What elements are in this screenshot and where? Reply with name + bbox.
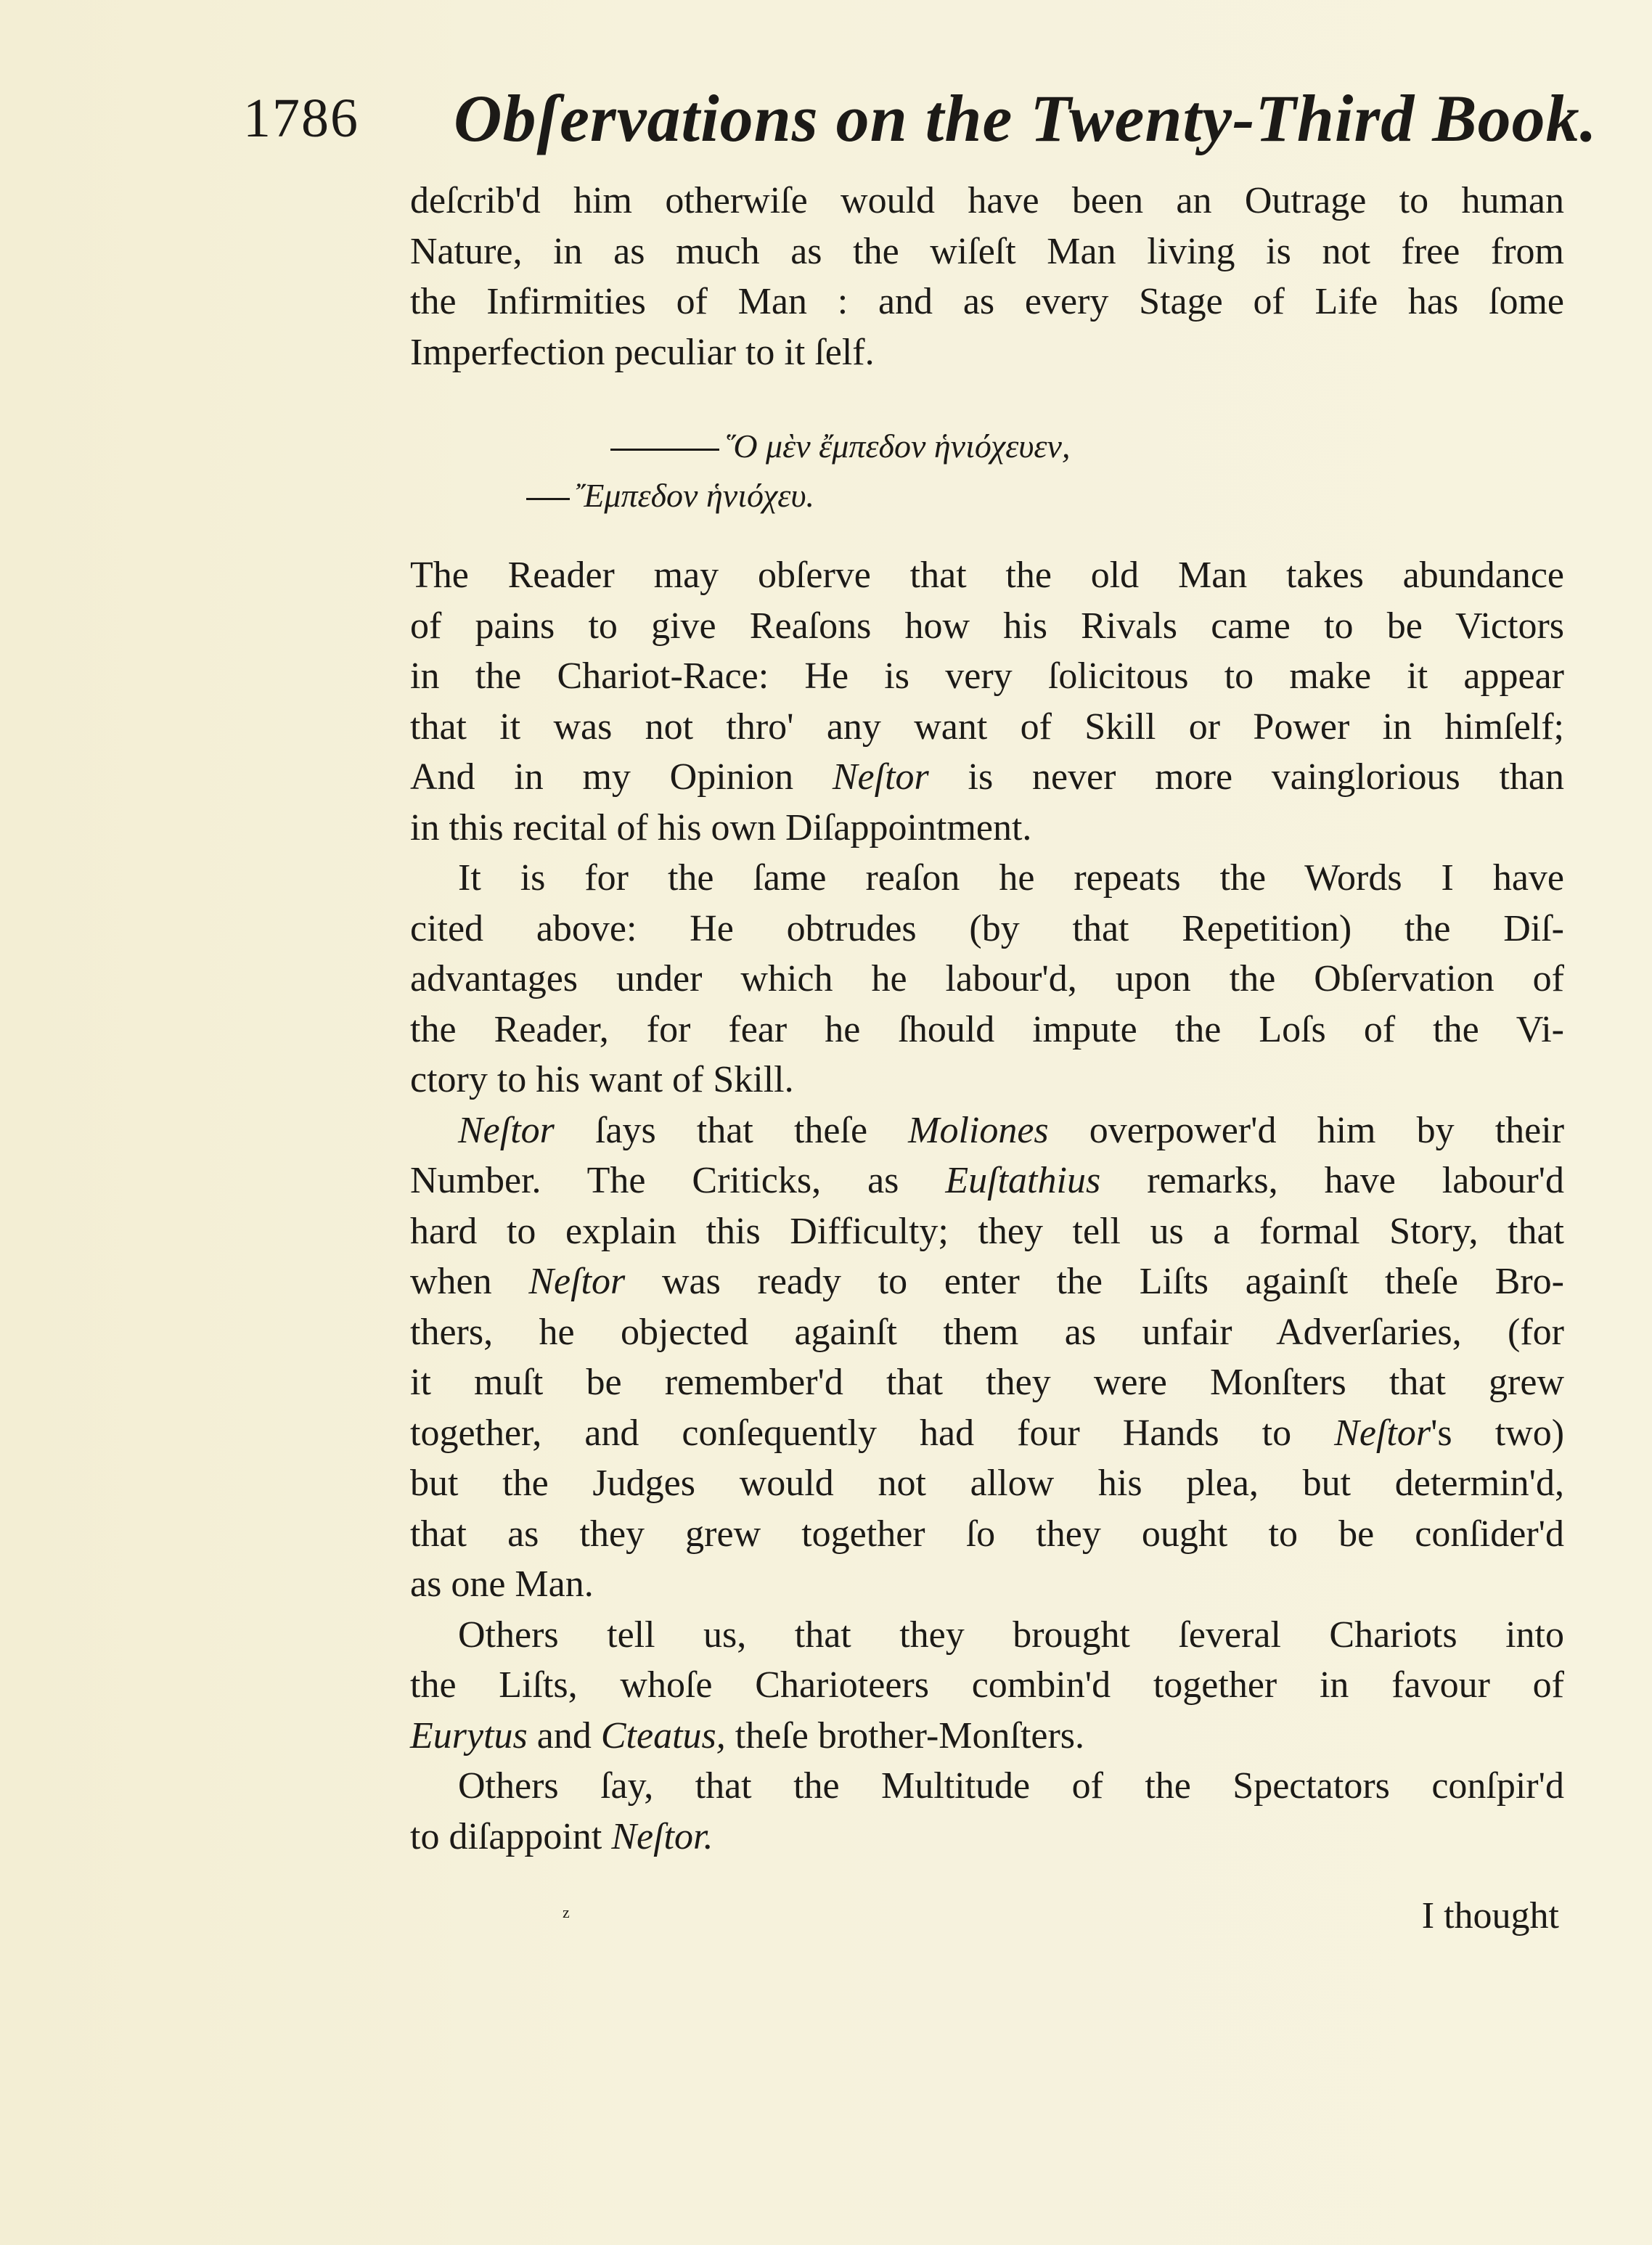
text-fragment: theſe brother-Monſters. [735,1714,1085,1757]
text-fragment: together, and conſequently had four Hands to [410,1412,1292,1454]
text-line: as one Man. [410,1563,594,1605]
text-fragment: remarks, have labour'd [1147,1160,1565,1201]
text-line: Imperfection peculiar to it ſelf. [410,331,875,373]
text-line [410,752,1564,803]
page-number: 1786 [243,88,359,149]
catchword: I thought [1421,1895,1559,1937]
text-fragment: is never more vainglorious than [968,756,1565,798]
text-line: hard to explain this Difficulty; they tell us a formal Story, that [410,1210,1564,1252]
proper-name: Neſtor [528,1261,626,1302]
signature-mark: z [563,1903,570,1921]
text-fragment: was ready to enter the Liſts againſt theſe Bro- [661,1261,1564,1302]
text-line [410,1408,1564,1459]
proper-name: Neſtor [832,756,929,798]
proper-name: Neſtor. [611,1815,713,1857]
text-line: that it was not thro' any want of Skill or Power in himſelf; [410,706,1564,748]
text-line: the Liſts, whoſe Charioteers combin'd together in favour of [410,1664,1564,1706]
text-fragment: to diſappoint [410,1815,602,1857]
text-line [410,1105,1564,1156]
text-line: Nature, in as much as the wiſeſt Man living is not free from [410,230,1564,272]
text-line [410,1711,1564,1762]
text-line: ctory to his want of Skill. [410,1059,794,1100]
text-line: Others tell us, that they brought ſeveral Chariots into [458,1614,1564,1656]
text-line: cited above: He obtrudes (by that Repetition) the Diſ- [410,907,1564,949]
text-fragment: overpower'd him by their [1089,1109,1565,1151]
proper-name: Cteatus, [600,1714,726,1757]
proper-name: Moliones [908,1109,1049,1151]
greek-line-2 [526,470,814,521]
text-fragment: 's two) [1431,1412,1565,1454]
proper-name: Neſtor [458,1109,555,1151]
text-line: the Reader, for fear he ſhould impute the Loſs of the Vi- [410,1008,1564,1050]
text-line [410,1256,1564,1307]
text-line: in the Chariot-Race: He is very ſolicitous to make it appear [410,655,1564,697]
text-line: that as they grew together ſo they ought to be conſider'd [410,1513,1564,1555]
proper-name: Eurytus [410,1714,528,1757]
proper-name: Neſtor [1334,1412,1431,1454]
text-line: The Reader may obſerve that the old Man takes abundance [410,555,1564,596]
text-fragment: And in my Opinion [410,756,794,798]
text-fragment: when [410,1261,492,1302]
body-text [410,176,1564,1862]
text-line: of pains to give Reaſons how his Rivals came to be Victors [410,605,1564,647]
text-line: it muſt be remember'd that they were Monſters that grew [410,1362,1564,1403]
text-line: thers, he objected againſt them as unfair Adverſaries, (for [410,1311,1564,1353]
text-fragment: ſays that theſe [595,1109,868,1151]
greek-text: ῞Ο μὲν ἔμπεδον ἡνιόχευεν, [722,428,1071,465]
dash-rule [610,449,719,451]
dash-rule [526,498,570,500]
text-line: in this recital of his own Diſappointment. [410,806,1032,848]
proper-name: Euſtathius [945,1160,1101,1201]
text-line: but the Judges would not allow his plea, but determin'd, [410,1463,1564,1504]
text-line: It is for the ſame reaſon he repeats the Words I have [458,857,1564,899]
text-line: Others ſay, that the Multitude of the Spectators conſpir'd [458,1765,1564,1807]
page-header [243,80,1598,160]
running-title: Obſervations on the Twenty-Third Book. [454,81,1598,155]
text-line: advantages under which he labour'd, upon the Obſervation of [410,958,1564,999]
text-line: deſcrib'd him otherwiſe would have been an Outrage to human [410,180,1564,221]
text-fragment: and [536,1714,592,1757]
text-line: the Infirmities of Man : and as every Stage of Life has ſome [410,281,1564,322]
greek-line-1 [610,421,1070,472]
text-line [410,1812,1564,1862]
text-line [410,1156,1564,1206]
greek-text: ῎Εμπεδον ἡνιόχευ. [573,477,815,514]
greek-quotation [410,377,1564,550]
text-fragment: Number. The Criticks, as [410,1160,899,1201]
